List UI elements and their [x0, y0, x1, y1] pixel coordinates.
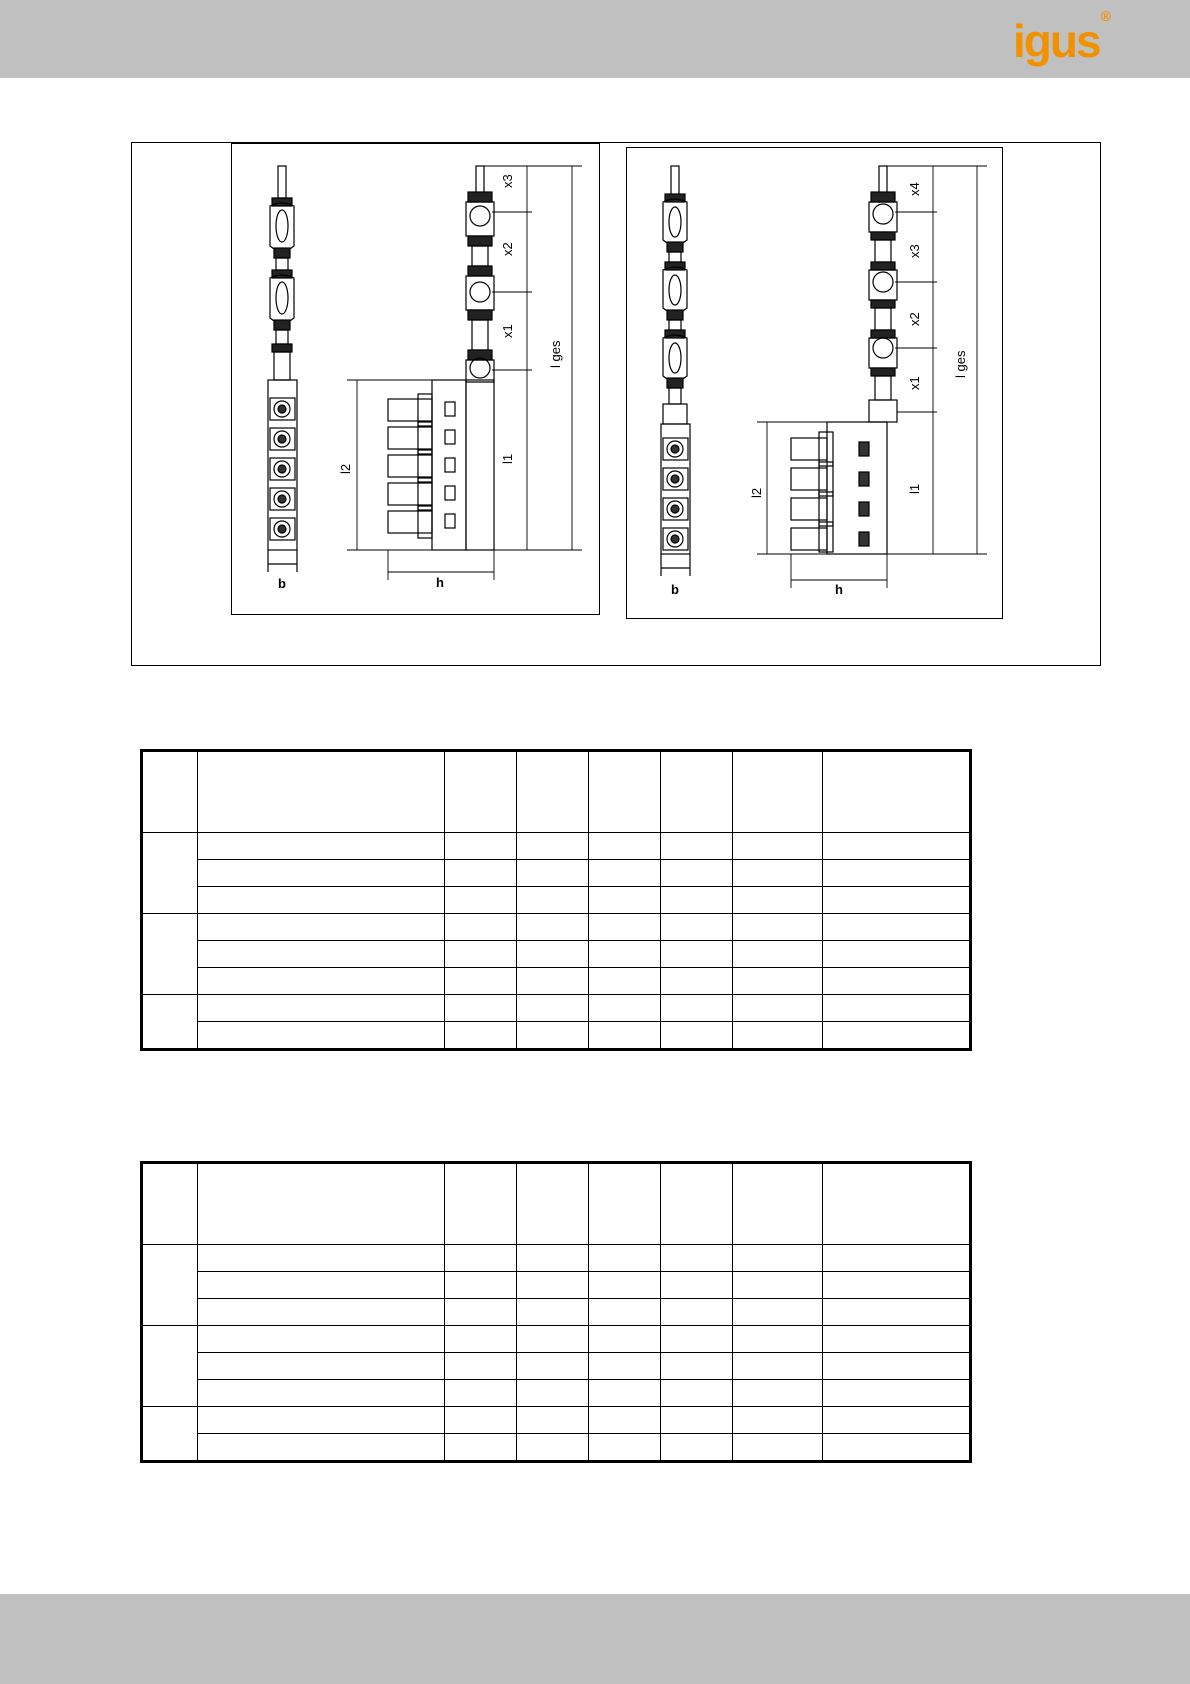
table-cell: [733, 1022, 823, 1050]
table-cell: [733, 1353, 823, 1380]
table-cell: [198, 1407, 445, 1434]
right-drawing: [627, 148, 1001, 618]
table-cell: [198, 1326, 445, 1353]
table-cell: [445, 887, 517, 914]
table-header-row: [142, 751, 971, 833]
dim-lges: l ges: [548, 340, 563, 368]
table-cell: [733, 833, 823, 860]
table-cell: [198, 1272, 445, 1299]
table-row: [142, 1299, 971, 1326]
table-cell: [823, 1272, 971, 1299]
table-cell: [517, 1353, 589, 1380]
group-cell: [142, 833, 198, 914]
right-drawing-panel: [626, 147, 1003, 619]
table-cell: [733, 1245, 823, 1272]
table-cell: [517, 1380, 589, 1407]
table-cell: [661, 1353, 733, 1380]
table-cell: [517, 833, 589, 860]
table-row: [142, 1022, 971, 1050]
table-cell: [823, 941, 971, 968]
table-cell: [517, 968, 589, 995]
table-cell: [823, 1299, 971, 1326]
header-cell: [517, 751, 589, 833]
table-cell: [198, 941, 445, 968]
table-cell: [823, 1326, 971, 1353]
table-cell: [661, 914, 733, 941]
table-cell: [661, 1380, 733, 1407]
table-row: [142, 914, 971, 941]
header-bar: [0, 0, 1190, 78]
table-row: [142, 833, 971, 860]
table-cell: [517, 887, 589, 914]
table-cell: [823, 1353, 971, 1380]
table-cell: [823, 995, 971, 1022]
table-cell: [589, 914, 661, 941]
dim-h: h: [835, 582, 843, 597]
table-cell: [445, 1380, 517, 1407]
table-cell: [823, 833, 971, 860]
header-cell: [733, 1163, 823, 1245]
table-cell: [589, 1299, 661, 1326]
table-cell: [661, 1245, 733, 1272]
table-cell: [733, 1272, 823, 1299]
logo-text: igus: [1013, 15, 1100, 67]
table-cell: [589, 1380, 661, 1407]
dimension-figure: [131, 142, 1101, 666]
table-cell: [589, 1326, 661, 1353]
table-cell: [823, 1245, 971, 1272]
table-cell: [589, 1407, 661, 1434]
group-cell: [142, 995, 198, 1050]
table-cell: [661, 887, 733, 914]
dim-l2: l2: [338, 463, 353, 474]
table-cell: [517, 860, 589, 887]
header-cell: [517, 1163, 589, 1245]
table-cell: [517, 1326, 589, 1353]
table-row: [142, 1245, 971, 1272]
table-cell: [198, 968, 445, 995]
table-cell: [198, 1353, 445, 1380]
table-cell: [733, 1434, 823, 1462]
table-cell: [198, 1380, 445, 1407]
table-cell: [733, 1326, 823, 1353]
table-cell: [823, 860, 971, 887]
table-cell: [445, 914, 517, 941]
table-cell: [733, 1299, 823, 1326]
table-cell: [589, 833, 661, 860]
table-cell: [445, 941, 517, 968]
group-cell: [142, 1407, 198, 1462]
header-cell: [589, 751, 661, 833]
table-cell: [823, 968, 971, 995]
table-cell: [517, 1022, 589, 1050]
table-cell: [733, 941, 823, 968]
table-cell: [733, 1407, 823, 1434]
table-cell: [517, 1272, 589, 1299]
table-cell: [445, 1299, 517, 1326]
table-cell: [661, 941, 733, 968]
header-cell: [445, 1163, 517, 1245]
table-cell: [589, 968, 661, 995]
table-cell: [823, 1022, 971, 1050]
header-cell: [661, 751, 733, 833]
header-cell: [589, 1163, 661, 1245]
table-cell: [661, 1022, 733, 1050]
table-row: [142, 1380, 971, 1407]
table-cell: [589, 1245, 661, 1272]
table-row: [142, 1434, 971, 1462]
left-drawing-panel: [231, 143, 600, 615]
table-cell: [198, 1299, 445, 1326]
table-row: [142, 941, 971, 968]
table-cell: [589, 860, 661, 887]
group-cell: [142, 1326, 198, 1407]
table-cell: [733, 914, 823, 941]
table-cell: [198, 1434, 445, 1462]
header-cell: [198, 751, 445, 833]
table-cell: [733, 1380, 823, 1407]
table-cell: [823, 1380, 971, 1407]
table-row: [142, 1326, 971, 1353]
table-cell: [589, 887, 661, 914]
table-row: [142, 995, 971, 1022]
table-cell: [517, 1299, 589, 1326]
table-cell: [445, 1272, 517, 1299]
table-cell: [589, 995, 661, 1022]
dim-b: b: [278, 576, 286, 591]
table-cell: [445, 1326, 517, 1353]
logo-registered-mark: ®: [1100, 7, 1109, 24]
dim-x3: x3: [907, 244, 922, 258]
table-cell: [589, 1353, 661, 1380]
table-cell: [198, 1022, 445, 1050]
table-cell: [198, 995, 445, 1022]
table-cell: [517, 941, 589, 968]
table-cell: [661, 860, 733, 887]
table-cell: [445, 833, 517, 860]
left-drawing: [232, 144, 598, 614]
group-cell: [142, 914, 198, 995]
dim-x1: x1: [907, 376, 922, 390]
header-cell: [823, 751, 971, 833]
header-cell: [198, 1163, 445, 1245]
table-cell: [445, 968, 517, 995]
dim-x4: x4: [907, 182, 922, 196]
table-cell: [823, 887, 971, 914]
table-cell: [661, 968, 733, 995]
dim-l1: l1: [907, 483, 922, 494]
igus-logo: [1013, 7, 1109, 67]
table-cell: [589, 1272, 661, 1299]
table-header-row: [142, 1163, 971, 1245]
group-cell: [142, 1245, 198, 1326]
table-row: [142, 1407, 971, 1434]
table-cell: [733, 860, 823, 887]
dim-x2: x2: [907, 312, 922, 326]
header-cell: [445, 751, 517, 833]
dim-x2: x2: [500, 242, 515, 256]
table-row: [142, 860, 971, 887]
dim-h: h: [436, 575, 444, 590]
table-cell: [733, 887, 823, 914]
table-cell: [823, 1434, 971, 1462]
table-cell: [517, 914, 589, 941]
dim-l1: l1: [500, 453, 515, 464]
table-cell: [589, 1434, 661, 1462]
table-cell: [198, 914, 445, 941]
table-cell: [517, 1245, 589, 1272]
header-cell: [823, 1163, 971, 1245]
table-cell: [661, 1272, 733, 1299]
table-cell: [445, 1407, 517, 1434]
table-cell: [661, 1326, 733, 1353]
table-cell: [198, 833, 445, 860]
table-cell: [517, 995, 589, 1022]
table-row: [142, 1272, 971, 1299]
table-cell: [445, 1434, 517, 1462]
dimension-table-1: [140, 749, 972, 1051]
table-cell: [445, 1245, 517, 1272]
table-cell: [445, 1353, 517, 1380]
header-cell: [142, 1163, 198, 1245]
table-cell: [733, 995, 823, 1022]
table-cell: [661, 1434, 733, 1462]
table-cell: [198, 1245, 445, 1272]
table-cell: [445, 860, 517, 887]
table-cell: [661, 833, 733, 860]
table-cell: [517, 1434, 589, 1462]
table-cell: [661, 1299, 733, 1326]
dim-lges: l ges: [953, 350, 968, 378]
dimension-table-2: [140, 1161, 972, 1463]
dim-b: b: [671, 582, 679, 597]
table-cell: [661, 1407, 733, 1434]
header-cell: [661, 1163, 733, 1245]
table-cell: [823, 914, 971, 941]
dim-x1: x1: [500, 324, 515, 338]
table-row: [142, 1353, 971, 1380]
table-cell: [445, 995, 517, 1022]
table-cell: [198, 887, 445, 914]
table-row: [142, 968, 971, 995]
table-cell: [517, 1407, 589, 1434]
table-row: [142, 887, 971, 914]
dim-l2: l2: [749, 487, 764, 498]
table-cell: [823, 1407, 971, 1434]
table-cell: [445, 1022, 517, 1050]
table-cell: [589, 1022, 661, 1050]
table-cell: [589, 941, 661, 968]
header-cell: [733, 751, 823, 833]
table-cell: [733, 968, 823, 995]
footer-bar: [0, 1594, 1190, 1684]
dim-x3: x3: [500, 174, 515, 188]
table-cell: [198, 860, 445, 887]
table-cell: [661, 995, 733, 1022]
header-cell: [142, 751, 198, 833]
